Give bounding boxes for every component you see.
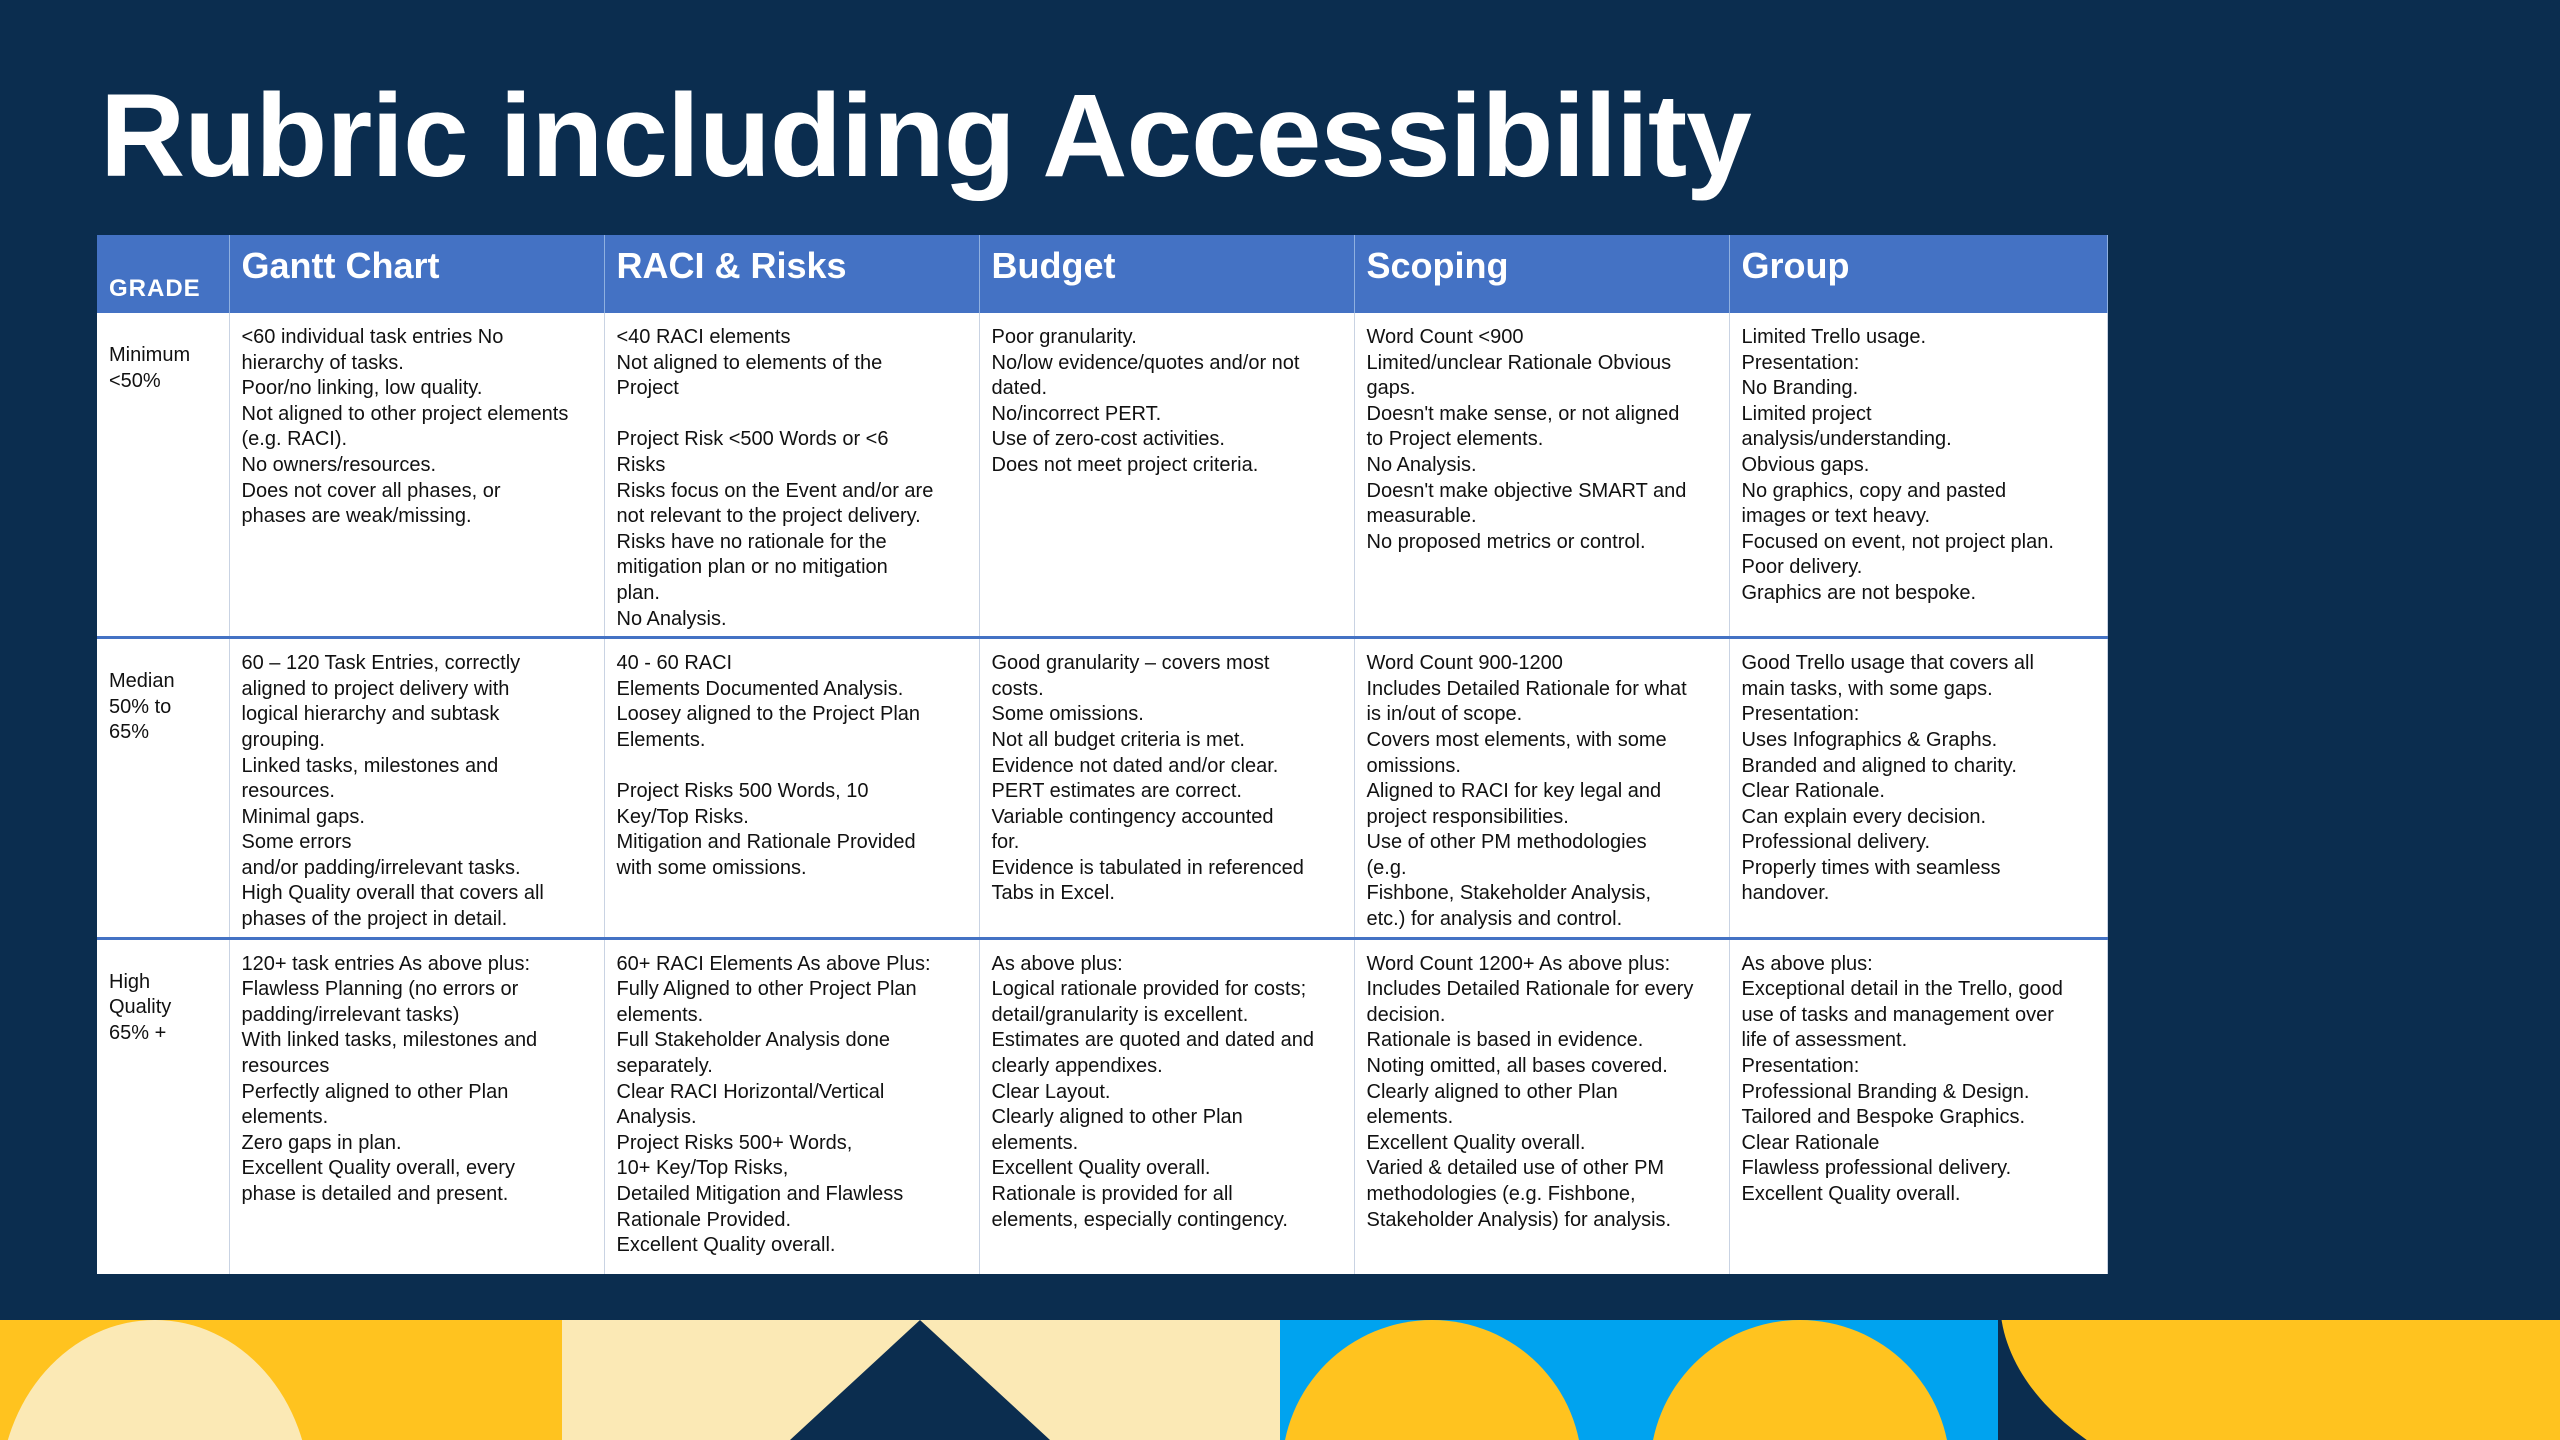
scoping-cell: Word Count 1200+ As above plus: Includes Detailed Rationale for every decision. Rationale is based in evidence. Noting omitted, all bases covered. Clearly aligned to other Plan elements. Excellent Quality overall. Varied & detailed use of other PM methodologies (e.g. Fishbone, Stakeholder Analysis) for analysis. — [1354, 938, 1729, 1274]
banner-yellow-arc — [2000, 1320, 2560, 1440]
table-row-minimum — [97, 313, 2107, 638]
header-group: Group — [1729, 235, 2107, 313]
header-raci-risks: RACI & Risks — [604, 235, 979, 313]
table-row-high-quality — [97, 938, 2107, 1274]
budget-cell: Good granularity – covers most costs. Some omissions. Not all budget criteria is met. Evidence not dated and/or clear. PERT estimates are correct. Variable contingency accounted for. Evidence is tabulated in referenced Tabs in Excel. — [979, 638, 1354, 939]
header-budget: Budget — [979, 235, 1354, 313]
grade-cell: Median 50% to 65% — [97, 638, 229, 939]
raci-cell: 60+ RACI Elements As above Plus: Fully Aligned to other Project Plan elements. Full Stakeholder Analysis done separately. Clear RACI Horizontal/Vertical Analysis. Project Risks 500+ Words, 10+ Key/Top Risks, Detailed Mitigation and Flawless Rationale Provided. Excellent Quality overall. — [604, 938, 979, 1274]
raci-cell: <40 RACI elements Not aligned to elements of the Project Project Risk <500 Words or <6 Risks Risks focus on the Event and/or are not relevant to the project delivery. Risks have no rationale for the mitigation plan or no mitigation plan. No Analysis. — [604, 313, 979, 638]
header-grade: GRADE — [97, 235, 229, 313]
slide-title: Rubric including Accessibility — [100, 70, 1751, 202]
scoping-cell: Word Count <900 Limited/unclear Rationale Obvious gaps. Doesn't make sense, or not aligned to Project elements. No Analysis. Doesn't make objective SMART and measurable. No proposed metrics or control. — [1354, 313, 1729, 638]
rubric-table — [97, 235, 2108, 1274]
budget-cell: As above plus: Logical rationale provided for costs; detail/granularity is excellent. Estimates are quoted and dated and clearly appendixes. Clear Layout. Clearly aligned to other Plan elements. Excellent Quality overall. Rationale is provided for all elements, especially contingency. — [979, 938, 1354, 1274]
decorative-banner — [0, 1320, 2560, 1440]
table-row-median — [97, 638, 2107, 939]
gantt-cell: 120+ task entries As above plus: Flawless Planning (no errors or padding/irrelevant tasks) With linked tasks, milestones and resources Perfectly aligned to other Plan elements. Zero gaps in plan. Excellent Quality overall, every phase is detailed and present. — [229, 938, 604, 1274]
budget-cell: Poor granularity. No/low evidence/quotes and/or not dated. No/incorrect PERT. Use of zero-cost activities. Does not meet project criteria. — [979, 313, 1354, 638]
gantt-cell: <60 individual task entries No hierarchy of tasks. Poor/no linking, low quality. Not aligned to other project elements (e.g. RACI). No owners/resources. Does not cover all phases, or phases are weak/missing. — [229, 313, 604, 638]
group-cell: Good Trello usage that covers all main tasks, with some gaps. Presentation: Uses Infographics & Graphs. Branded and aligned to charity. Clear Rationale. Can explain every decision. Professional delivery. Properly times with seamless handover. — [1729, 638, 2107, 939]
header-row — [97, 235, 2107, 313]
header-scoping: Scoping — [1354, 235, 1729, 313]
header-gantt-chart: Gantt Chart — [229, 235, 604, 313]
raci-cell: 40 - 60 RACI Elements Documented Analysis. Loosey aligned to the Project Plan Elements. Project Risks 500 Words, 10 Key/Top Risks. Mitigation and Rationale Provided with some omissions. — [604, 638, 979, 939]
grade-cell: High Quality 65% + — [97, 938, 229, 1274]
gantt-cell: 60 – 120 Task Entries, correctly aligned to project delivery with logical hierarchy and subtask grouping. Linked tasks, milestones and resources. Minimal gaps. Some errors and/or padding/irrelevant tasks. High Quality overall that covers all phases of the project in detail. — [229, 638, 604, 939]
group-cell: As above plus: Exceptional detail in the Trello, good use of tasks and management over life of assessment. Presentation: Professional Branding & Design. Tailored and Bespoke Graphics. Clear Rationale Flawless professional delivery. Excellent Quality overall. — [1729, 938, 2107, 1274]
grade-cell: Minimum <50% — [97, 313, 229, 638]
group-cell: Limited Trello usage. Presentation: No Branding. Limited project analysis/understanding. Obvious gaps. No graphics, copy and pasted images or text heavy. Focused on event, not project plan. Poor delivery. Graphics are not bespoke. — [1729, 313, 2107, 638]
scoping-cell: Word Count 900-1200 Includes Detailed Rationale for what is in/out of scope. Covers most elements, with some omissions. Aligned to RACI for key legal and project responsibilities. Use of other PM methodologies (e.g. Fishbone, Stakeholder Analysis, etc.) for analysis and control. — [1354, 638, 1729, 939]
